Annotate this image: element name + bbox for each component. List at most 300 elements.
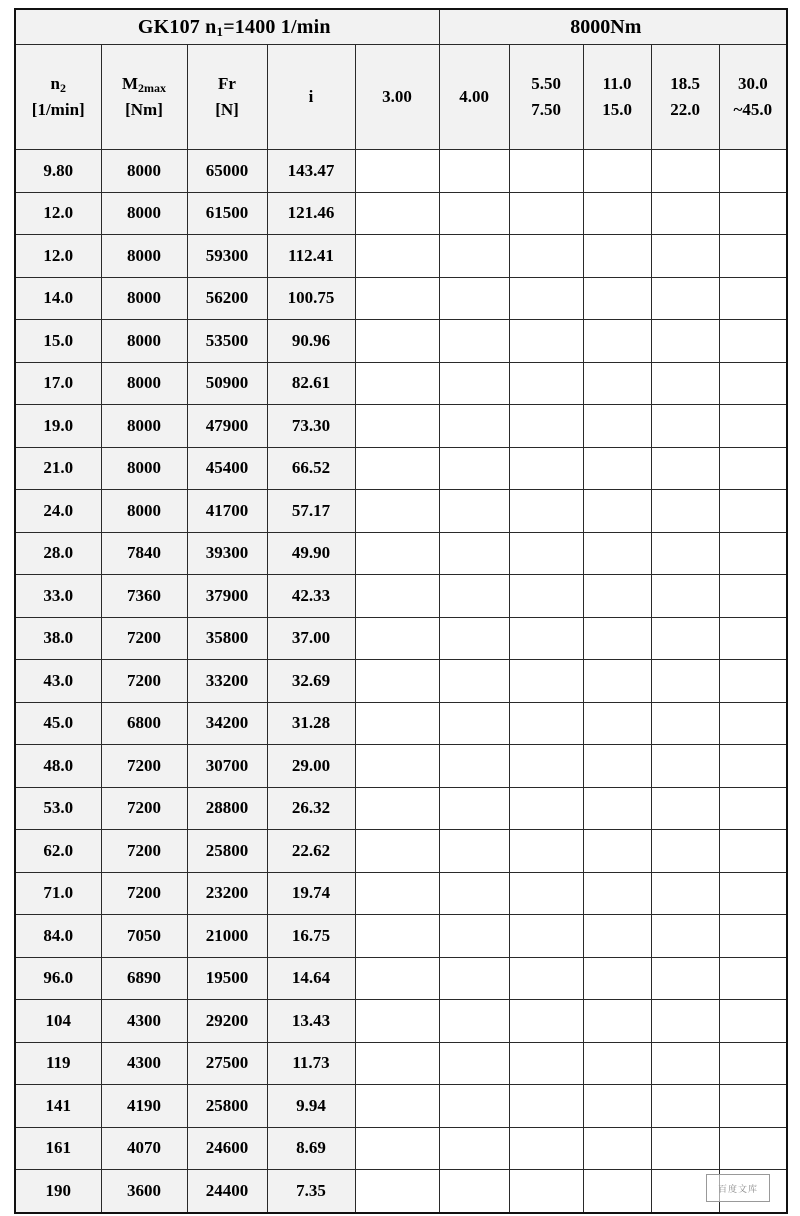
cell-motor-5-50-7-50 bbox=[509, 830, 583, 873]
cell-motor-18-5-22-0 bbox=[651, 150, 719, 193]
cell-motor-4-00 bbox=[439, 702, 509, 745]
cell-m2max: 7200 bbox=[101, 617, 187, 660]
cell-m2max: 8000 bbox=[101, 192, 187, 235]
table-row bbox=[15, 787, 787, 830]
table-row bbox=[15, 320, 787, 363]
cell-n2: 48.0 bbox=[15, 745, 101, 788]
cell-motor-18-5-22-0 bbox=[651, 447, 719, 490]
header-motor-30-0: 30.0 bbox=[737, 73, 768, 93]
cell-motor-4-00 bbox=[439, 362, 509, 405]
header-motor-30-0-45-0 bbox=[719, 45, 787, 150]
header-fr-unit: [N] bbox=[215, 100, 239, 119]
cell-motor-3-00 bbox=[355, 617, 439, 660]
cell-m2max: 8000 bbox=[101, 362, 187, 405]
cell-n2: 12.0 bbox=[15, 192, 101, 235]
cell-motor-5-50-7-50 bbox=[509, 1170, 583, 1213]
cell-motor-18-5-22-0 bbox=[651, 277, 719, 320]
cell-motor-3-00 bbox=[355, 150, 439, 193]
cell-motor-4-00 bbox=[439, 1170, 509, 1213]
header-fr bbox=[187, 45, 267, 150]
cell-motor-18-5-22-0 bbox=[651, 787, 719, 830]
header-motor-15-0: 15.0 bbox=[602, 100, 632, 119]
cell-i: 49.90 bbox=[267, 532, 355, 575]
cell-motor-18-5-22-0 bbox=[651, 957, 719, 1000]
cell-motor-18-5-22-0 bbox=[651, 660, 719, 703]
cell-n2: 84.0 bbox=[15, 915, 101, 958]
cell-n2: 15.0 bbox=[15, 320, 101, 363]
cell-motor-11-0-15-0 bbox=[583, 702, 651, 745]
cell-motor-18-5-22-0 bbox=[651, 320, 719, 363]
cell-motor-3-00 bbox=[355, 447, 439, 490]
cell-i: 73.30 bbox=[267, 405, 355, 448]
table-row bbox=[15, 150, 787, 193]
cell-motor-18-5-22-0 bbox=[651, 490, 719, 533]
cell-n2: 12.0 bbox=[15, 235, 101, 278]
table-row bbox=[15, 490, 787, 533]
cell-m2max: 4070 bbox=[101, 1127, 187, 1170]
cell-motor-18-5-22-0 bbox=[651, 405, 719, 448]
cell-n2: 190 bbox=[15, 1170, 101, 1213]
cell-motor-30-0-45-0 bbox=[719, 277, 787, 320]
cell-i: 11.73 bbox=[267, 1042, 355, 1085]
cell-motor-30-0-45-0 bbox=[719, 872, 787, 915]
table-title-left bbox=[15, 9, 439, 45]
cell-fr: 19500 bbox=[187, 957, 267, 1000]
cell-fr: 41700 bbox=[187, 490, 267, 533]
cell-motor-3-00 bbox=[355, 1042, 439, 1085]
cell-motor-4-00 bbox=[439, 660, 509, 703]
cell-motor-11-0-15-0 bbox=[583, 1042, 651, 1085]
cell-motor-11-0-15-0 bbox=[583, 447, 651, 490]
cell-motor-4-00 bbox=[439, 1085, 509, 1128]
table-row bbox=[15, 575, 787, 618]
cell-motor-30-0-45-0 bbox=[719, 1127, 787, 1170]
cell-i: 8.69 bbox=[267, 1127, 355, 1170]
cell-i: 57.17 bbox=[267, 490, 355, 533]
cell-motor-5-50-7-50 bbox=[509, 957, 583, 1000]
cell-motor-30-0-45-0 bbox=[719, 192, 787, 235]
cell-n2: 33.0 bbox=[15, 575, 101, 618]
cell-m2max: 8000 bbox=[101, 405, 187, 448]
cell-motor-4-00 bbox=[439, 617, 509, 660]
cell-motor-11-0-15-0 bbox=[583, 575, 651, 618]
header-n2 bbox=[15, 45, 101, 150]
cell-i: 16.75 bbox=[267, 915, 355, 958]
cell-motor-30-0-45-0 bbox=[719, 490, 787, 533]
cell-m2max: 8000 bbox=[101, 235, 187, 278]
cell-motor-4-00 bbox=[439, 447, 509, 490]
table-row bbox=[15, 447, 787, 490]
cell-motor-11-0-15-0 bbox=[583, 235, 651, 278]
cell-motor-3-00 bbox=[355, 702, 439, 745]
cell-motor-18-5-22-0 bbox=[651, 830, 719, 873]
cell-i: 143.47 bbox=[267, 150, 355, 193]
header-fr-symbol: Fr bbox=[218, 73, 236, 93]
header-motor-22-0: 22.0 bbox=[670, 100, 700, 119]
header-m2max bbox=[101, 45, 187, 150]
cell-fr: 33200 bbox=[187, 660, 267, 703]
cell-motor-11-0-15-0 bbox=[583, 787, 651, 830]
cell-motor-3-00 bbox=[355, 915, 439, 958]
table-row bbox=[15, 830, 787, 873]
cell-m2max: 7200 bbox=[101, 660, 187, 703]
table-row bbox=[15, 660, 787, 703]
cell-motor-5-50-7-50 bbox=[509, 1000, 583, 1043]
cell-fr: 25800 bbox=[187, 830, 267, 873]
cell-motor-5-50-7-50 bbox=[509, 447, 583, 490]
cell-motor-18-5-22-0 bbox=[651, 745, 719, 788]
cell-motor-5-50-7-50 bbox=[509, 532, 583, 575]
cell-motor-3-00 bbox=[355, 787, 439, 830]
cell-motor-5-50-7-50 bbox=[509, 660, 583, 703]
cell-motor-30-0-45-0 bbox=[719, 702, 787, 745]
cell-fr: 30700 bbox=[187, 745, 267, 788]
cell-m2max: 6890 bbox=[101, 957, 187, 1000]
cell-m2max: 7050 bbox=[101, 915, 187, 958]
header-motor-45-0: ~45.0 bbox=[733, 100, 773, 119]
table-title-right: 8000Nm bbox=[439, 9, 787, 45]
cell-motor-30-0-45-0 bbox=[719, 617, 787, 660]
cell-n2: 17.0 bbox=[15, 362, 101, 405]
cell-fr: 34200 bbox=[187, 702, 267, 745]
table-row bbox=[15, 192, 787, 235]
cell-fr: 21000 bbox=[187, 915, 267, 958]
cell-motor-30-0-45-0 bbox=[719, 532, 787, 575]
cell-n2: 161 bbox=[15, 1127, 101, 1170]
cell-motor-4-00 bbox=[439, 532, 509, 575]
cell-motor-3-00 bbox=[355, 320, 439, 363]
cell-n2: 104 bbox=[15, 1000, 101, 1043]
cell-fr: 50900 bbox=[187, 362, 267, 405]
table-row bbox=[15, 745, 787, 788]
cell-motor-30-0-45-0 bbox=[719, 660, 787, 703]
cell-motor-3-00 bbox=[355, 575, 439, 618]
cell-i: 31.28 bbox=[267, 702, 355, 745]
cell-motor-11-0-15-0 bbox=[583, 872, 651, 915]
cell-i: 14.64 bbox=[267, 957, 355, 1000]
cell-motor-5-50-7-50 bbox=[509, 617, 583, 660]
cell-motor-5-50-7-50 bbox=[509, 745, 583, 788]
cell-n2: 38.0 bbox=[15, 617, 101, 660]
header-motor-18-5-22-0 bbox=[651, 45, 719, 150]
cell-motor-5-50-7-50 bbox=[509, 787, 583, 830]
cell-motor-4-00 bbox=[439, 1042, 509, 1085]
header-m2max-subscript: 2max bbox=[138, 80, 167, 95]
header-motor-5-50-7-50 bbox=[509, 45, 583, 150]
cell-motor-3-00 bbox=[355, 277, 439, 320]
cell-motor-18-5-22-0 bbox=[651, 1042, 719, 1085]
cell-motor-3-00 bbox=[355, 192, 439, 235]
cell-motor-30-0-45-0 bbox=[719, 1000, 787, 1043]
cell-motor-30-0-45-0 bbox=[719, 1085, 787, 1128]
table-row bbox=[15, 702, 787, 745]
cell-n2: 141 bbox=[15, 1085, 101, 1128]
cell-m2max: 8000 bbox=[101, 490, 187, 533]
cell-m2max: 7200 bbox=[101, 872, 187, 915]
table-row bbox=[15, 1000, 787, 1043]
cell-fr: 59300 bbox=[187, 235, 267, 278]
cell-motor-4-00 bbox=[439, 320, 509, 363]
cell-i: 100.75 bbox=[267, 277, 355, 320]
cell-fr: 65000 bbox=[187, 150, 267, 193]
header-motor-18-5: 18.5 bbox=[670, 73, 700, 93]
cell-i: 37.00 bbox=[267, 617, 355, 660]
cell-n2: 96.0 bbox=[15, 957, 101, 1000]
cell-motor-5-50-7-50 bbox=[509, 702, 583, 745]
cell-motor-30-0-45-0 bbox=[719, 957, 787, 1000]
cell-i: 29.00 bbox=[267, 745, 355, 788]
cell-n2: 24.0 bbox=[15, 490, 101, 533]
cell-motor-4-00 bbox=[439, 1127, 509, 1170]
cell-m2max: 4190 bbox=[101, 1085, 187, 1128]
cell-motor-11-0-15-0 bbox=[583, 915, 651, 958]
cell-motor-4-00 bbox=[439, 405, 509, 448]
cell-motor-3-00 bbox=[355, 490, 439, 533]
cell-fr: 37900 bbox=[187, 575, 267, 618]
cell-m2max: 7360 bbox=[101, 575, 187, 618]
cell-m2max: 7840 bbox=[101, 532, 187, 575]
cell-motor-3-00 bbox=[355, 1085, 439, 1128]
cell-motor-5-50-7-50 bbox=[509, 1042, 583, 1085]
cell-motor-3-00 bbox=[355, 1000, 439, 1043]
cell-motor-5-50-7-50 bbox=[509, 277, 583, 320]
cell-n2: 43.0 bbox=[15, 660, 101, 703]
cell-i: 82.61 bbox=[267, 362, 355, 405]
cell-motor-30-0-45-0 bbox=[719, 150, 787, 193]
cell-motor-30-0-45-0 bbox=[719, 235, 787, 278]
cell-motor-30-0-45-0 bbox=[719, 320, 787, 363]
cell-motor-11-0-15-0 bbox=[583, 830, 651, 873]
cell-motor-11-0-15-0 bbox=[583, 192, 651, 235]
cell-motor-30-0-45-0 bbox=[719, 1042, 787, 1085]
cell-fr: 35800 bbox=[187, 617, 267, 660]
header-i: i bbox=[267, 45, 355, 150]
cell-motor-18-5-22-0 bbox=[651, 1127, 719, 1170]
cell-motor-18-5-22-0 bbox=[651, 702, 719, 745]
cell-motor-18-5-22-0 bbox=[651, 532, 719, 575]
cell-motor-30-0-45-0 bbox=[719, 447, 787, 490]
cell-fr: 29200 bbox=[187, 1000, 267, 1043]
title-subscript: 1 bbox=[216, 23, 224, 39]
cell-motor-18-5-22-0 bbox=[651, 1085, 719, 1128]
cell-m2max: 4300 bbox=[101, 1000, 187, 1043]
cell-n2: 119 bbox=[15, 1042, 101, 1085]
cell-motor-18-5-22-0 bbox=[651, 575, 719, 618]
table-row bbox=[15, 405, 787, 448]
cell-motor-11-0-15-0 bbox=[583, 1170, 651, 1213]
cell-motor-18-5-22-0 bbox=[651, 192, 719, 235]
cell-motor-4-00 bbox=[439, 1000, 509, 1043]
cell-motor-3-00 bbox=[355, 235, 439, 278]
cell-i: 32.69 bbox=[267, 660, 355, 703]
title-suffix: =1400 1/min bbox=[223, 15, 331, 38]
cell-fr: 47900 bbox=[187, 405, 267, 448]
table-header-row bbox=[15, 45, 787, 150]
cell-motor-4-00 bbox=[439, 235, 509, 278]
header-n2-symbol: n bbox=[50, 73, 60, 93]
cell-fr: 24400 bbox=[187, 1170, 267, 1213]
cell-motor-30-0-45-0 bbox=[719, 405, 787, 448]
cell-motor-5-50-7-50 bbox=[509, 915, 583, 958]
cell-motor-4-00 bbox=[439, 192, 509, 235]
cell-i: 90.96 bbox=[267, 320, 355, 363]
cell-i: 13.43 bbox=[267, 1000, 355, 1043]
cell-n2: 14.0 bbox=[15, 277, 101, 320]
cell-fr: 61500 bbox=[187, 192, 267, 235]
cell-motor-18-5-22-0 bbox=[651, 362, 719, 405]
table-row bbox=[15, 277, 787, 320]
cell-i: 22.62 bbox=[267, 830, 355, 873]
cell-m2max: 8000 bbox=[101, 320, 187, 363]
cell-motor-18-5-22-0 bbox=[651, 235, 719, 278]
cell-motor-11-0-15-0 bbox=[583, 617, 651, 660]
cell-motor-3-00 bbox=[355, 957, 439, 1000]
header-n2-subscript: 2 bbox=[59, 80, 66, 95]
cell-m2max: 4300 bbox=[101, 1042, 187, 1085]
watermark-logo: 百度文库 bbox=[706, 1174, 770, 1202]
header-motor-4-00: 4.00 bbox=[439, 45, 509, 150]
cell-motor-4-00 bbox=[439, 957, 509, 1000]
cell-motor-5-50-7-50 bbox=[509, 490, 583, 533]
cell-n2: 62.0 bbox=[15, 830, 101, 873]
cell-fr: 28800 bbox=[187, 787, 267, 830]
cell-motor-4-00 bbox=[439, 490, 509, 533]
cell-fr: 53500 bbox=[187, 320, 267, 363]
cell-motor-3-00 bbox=[355, 405, 439, 448]
cell-motor-11-0-15-0 bbox=[583, 362, 651, 405]
header-motor-11-0-15-0 bbox=[583, 45, 651, 150]
cell-motor-30-0-45-0 bbox=[719, 745, 787, 788]
cell-m2max: 8000 bbox=[101, 277, 187, 320]
datasheet-page bbox=[14, 8, 786, 1208]
cell-motor-5-50-7-50 bbox=[509, 405, 583, 448]
cell-fr: 23200 bbox=[187, 872, 267, 915]
header-motor-3-00: 3.00 bbox=[355, 45, 439, 150]
cell-fr: 24600 bbox=[187, 1127, 267, 1170]
cell-motor-11-0-15-0 bbox=[583, 532, 651, 575]
cell-n2: 19.0 bbox=[15, 405, 101, 448]
header-motor-7-50: 7.50 bbox=[531, 100, 561, 119]
cell-fr: 27500 bbox=[187, 1042, 267, 1085]
gear-ratio-table bbox=[14, 8, 788, 1214]
table-row bbox=[15, 1170, 787, 1213]
cell-motor-11-0-15-0 bbox=[583, 490, 651, 533]
table-row bbox=[15, 957, 787, 1000]
cell-motor-30-0-45-0 bbox=[719, 830, 787, 873]
cell-motor-30-0-45-0 bbox=[719, 575, 787, 618]
cell-n2: 71.0 bbox=[15, 872, 101, 915]
table-row bbox=[15, 1085, 787, 1128]
cell-motor-18-5-22-0 bbox=[651, 617, 719, 660]
cell-motor-3-00 bbox=[355, 1127, 439, 1170]
header-n2-unit: [1/min] bbox=[31, 100, 85, 119]
cell-motor-3-00 bbox=[355, 362, 439, 405]
cell-motor-5-50-7-50 bbox=[509, 235, 583, 278]
cell-motor-5-50-7-50 bbox=[509, 1085, 583, 1128]
cell-motor-18-5-22-0 bbox=[651, 915, 719, 958]
table-row bbox=[15, 235, 787, 278]
table-row bbox=[15, 532, 787, 575]
cell-m2max: 7200 bbox=[101, 787, 187, 830]
cell-m2max: 3600 bbox=[101, 1170, 187, 1213]
header-m2max-unit: [Nm] bbox=[125, 100, 163, 119]
cell-fr: 25800 bbox=[187, 1085, 267, 1128]
cell-motor-3-00 bbox=[355, 1170, 439, 1213]
header-m2max-symbol: M bbox=[121, 73, 139, 93]
cell-motor-5-50-7-50 bbox=[509, 192, 583, 235]
table-row bbox=[15, 617, 787, 660]
cell-motor-4-00 bbox=[439, 277, 509, 320]
cell-motor-3-00 bbox=[355, 830, 439, 873]
cell-m2max: 8000 bbox=[101, 150, 187, 193]
table-row bbox=[15, 1127, 787, 1170]
cell-motor-11-0-15-0 bbox=[583, 277, 651, 320]
cell-n2: 9.80 bbox=[15, 150, 101, 193]
table-row bbox=[15, 362, 787, 405]
cell-motor-11-0-15-0 bbox=[583, 1085, 651, 1128]
table-row bbox=[15, 915, 787, 958]
cell-motor-4-00 bbox=[439, 872, 509, 915]
cell-i: 26.32 bbox=[267, 787, 355, 830]
cell-motor-3-00 bbox=[355, 872, 439, 915]
cell-motor-18-5-22-0 bbox=[651, 1000, 719, 1043]
cell-motor-11-0-15-0 bbox=[583, 660, 651, 703]
cell-motor-30-0-45-0 bbox=[719, 362, 787, 405]
cell-motor-4-00 bbox=[439, 150, 509, 193]
cell-i: 7.35 bbox=[267, 1170, 355, 1213]
cell-motor-4-00 bbox=[439, 787, 509, 830]
cell-n2: 21.0 bbox=[15, 447, 101, 490]
cell-n2: 53.0 bbox=[15, 787, 101, 830]
cell-i: 66.52 bbox=[267, 447, 355, 490]
cell-motor-4-00 bbox=[439, 575, 509, 618]
cell-m2max: 7200 bbox=[101, 745, 187, 788]
cell-motor-5-50-7-50 bbox=[509, 1127, 583, 1170]
cell-motor-11-0-15-0 bbox=[583, 150, 651, 193]
cell-motor-11-0-15-0 bbox=[583, 745, 651, 788]
cell-motor-11-0-15-0 bbox=[583, 1127, 651, 1170]
cell-motor-5-50-7-50 bbox=[509, 362, 583, 405]
cell-n2: 45.0 bbox=[15, 702, 101, 745]
cell-motor-11-0-15-0 bbox=[583, 957, 651, 1000]
cell-i: 112.41 bbox=[267, 235, 355, 278]
cell-motor-11-0-15-0 bbox=[583, 405, 651, 448]
cell-motor-30-0-45-0 bbox=[719, 915, 787, 958]
cell-motor-30-0-45-0 bbox=[719, 787, 787, 830]
cell-fr: 45400 bbox=[187, 447, 267, 490]
cell-motor-4-00 bbox=[439, 745, 509, 788]
cell-motor-18-5-22-0 bbox=[651, 872, 719, 915]
title-prefix: GK107 n bbox=[137, 15, 217, 38]
table-row bbox=[15, 1042, 787, 1085]
cell-motor-4-00 bbox=[439, 915, 509, 958]
cell-m2max: 7200 bbox=[101, 830, 187, 873]
header-motor-5-50: 5.50 bbox=[531, 73, 561, 93]
header-motor-11-0: 11.0 bbox=[602, 73, 632, 93]
cell-motor-4-00 bbox=[439, 830, 509, 873]
cell-i: 19.74 bbox=[267, 872, 355, 915]
cell-motor-5-50-7-50 bbox=[509, 150, 583, 193]
cell-m2max: 6800 bbox=[101, 702, 187, 745]
cell-n2: 28.0 bbox=[15, 532, 101, 575]
cell-fr: 56200 bbox=[187, 277, 267, 320]
cell-motor-5-50-7-50 bbox=[509, 575, 583, 618]
cell-motor-3-00 bbox=[355, 745, 439, 788]
cell-motor-5-50-7-50 bbox=[509, 320, 583, 363]
cell-m2max: 8000 bbox=[101, 447, 187, 490]
cell-i: 9.94 bbox=[267, 1085, 355, 1128]
cell-fr: 39300 bbox=[187, 532, 267, 575]
